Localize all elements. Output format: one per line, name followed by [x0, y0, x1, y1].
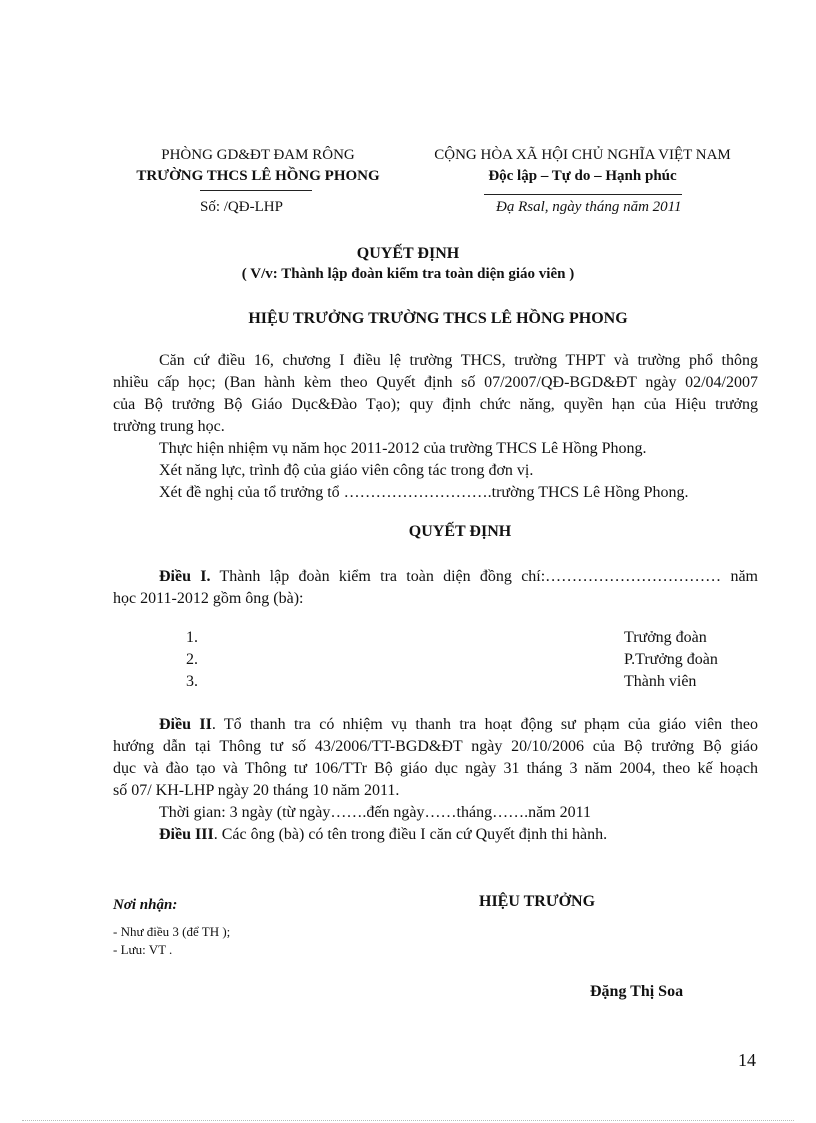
school-name-underline — [200, 190, 312, 191]
article-2-text: . Tổ thanh tra có nhiệm vụ thanh tra hoạt động sư phạm của giáo viên theo — [211, 716, 758, 733]
article-3-text: . Các ông (bà) có tên trong điều I căn cứ Quyết định thi hành. — [213, 826, 608, 843]
article-1-text: Thành lập đoàn kiểm tra toàn diện đồng chí:…………………………… năm — [210, 568, 759, 585]
department-name: PHÒNG GD&ĐT ĐAM RÔNG — [161, 147, 355, 163]
motto-underline — [484, 194, 682, 195]
preamble-line: Xét năng lực, trình độ của giáo viên công tác trong đơn vị. — [159, 462, 534, 479]
article-1 — [113, 566, 758, 610]
member-role: Trưởng đoàn — [624, 629, 707, 646]
decision-subject: ( V/v: Thành lập đoàn kiểm tra toàn diện giáo viên ) — [241, 266, 575, 282]
school-name: TRƯỜNG THCS LÊ HỒNG PHONG — [136, 168, 380, 184]
page-bottom-border — [22, 1120, 794, 1121]
preamble-line: Thực hiện nhiệm vụ năm học 2011-2012 của trường THCS Lê Hồng Phong. — [159, 440, 647, 457]
article-1-line — [113, 566, 758, 588]
page-number: 14 — [738, 1050, 756, 1070]
preamble-line: nhiều cấp học; (Ban hành kèm theo Quyết định số 07/2007/QĐ-BGD&ĐT ngày 02/04/2007 — [113, 374, 758, 391]
document-number: Số: /QĐ-LHP — [200, 199, 283, 215]
decision-title: QUYẾT ĐỊNH — [356, 245, 460, 262]
article-2 — [113, 714, 758, 846]
preamble-line: của Bộ trưởng Bộ Giáo Dục&Đào Tạo); quy định chức năng, quyền hạn của Hiệu trưởng — [113, 396, 758, 413]
preamble-line: Xét đề nghị của tổ trưởng tổ ……………………….trường THCS Lê Hồng Phong. — [159, 484, 689, 501]
place-date: Đạ Rsal, ngày tháng năm 2011 — [496, 199, 682, 215]
article-2-line: số 07/ KH-LHP ngày 20 tháng 10 năm 2011. — [113, 782, 400, 799]
article-3-line — [113, 824, 758, 846]
motto: Độc lập – Tự do – Hạnh phúc — [488, 168, 677, 184]
issuing-authority: HIỆU TRƯỞNG TRƯỜNG THCS LÊ HỒNG PHONG — [248, 310, 628, 327]
article-2-line: dục và đào tạo và Thông tư 106/TTr Bộ giáo dục ngày 31 tháng 3 năm 2004, theo kế hoạch — [113, 760, 758, 777]
country-name: CỘNG HÒA XÃ HỘI CHỦ NGHĨA VIỆT NAM — [434, 147, 731, 163]
article-1-line: học 2011-2012 gồm ông (bà): — [113, 590, 304, 607]
member-number: 3. — [186, 673, 198, 690]
preamble-line: trường trung học. — [113, 418, 225, 435]
article-2-label: Điều II — [159, 716, 212, 733]
signer-name: Đặng Thị Soa — [590, 983, 684, 1000]
article-3-label: Điều III — [159, 826, 214, 843]
member-number: 1. — [186, 629, 198, 646]
member-role: P.Trưởng đoàn — [624, 651, 718, 668]
recipient-item: - Lưu: VT . — [113, 942, 173, 957]
preamble — [113, 350, 758, 504]
recipients-heading: Nơi nhận: — [113, 897, 178, 913]
inspection-time: Thời gian: 3 ngày (từ ngày…….đến ngày……tháng…….năm 2011 — [159, 804, 592, 821]
signature-title: HIỆU TRƯỞNG — [479, 893, 596, 910]
recipient-item: - Như điều 3 (để TH ); — [113, 924, 231, 939]
article-2-line: hướng dẫn tại Thông tư số 43/2006/TT-BGD&ĐT ngày 20/10/2006 của Bộ trưởng Bộ giáo — [113, 738, 758, 755]
article-2-line — [113, 714, 758, 736]
preamble-line: Căn cứ điều 16, chương I điều lệ trường THCS, trường THPT và trường phổ thông — [159, 352, 758, 369]
member-number: 2. — [186, 651, 198, 668]
member-role: Thành viên — [624, 673, 697, 690]
decision-heading: QUYẾT ĐỊNH — [408, 523, 512, 540]
article-1-label: Điều I. — [159, 568, 211, 585]
